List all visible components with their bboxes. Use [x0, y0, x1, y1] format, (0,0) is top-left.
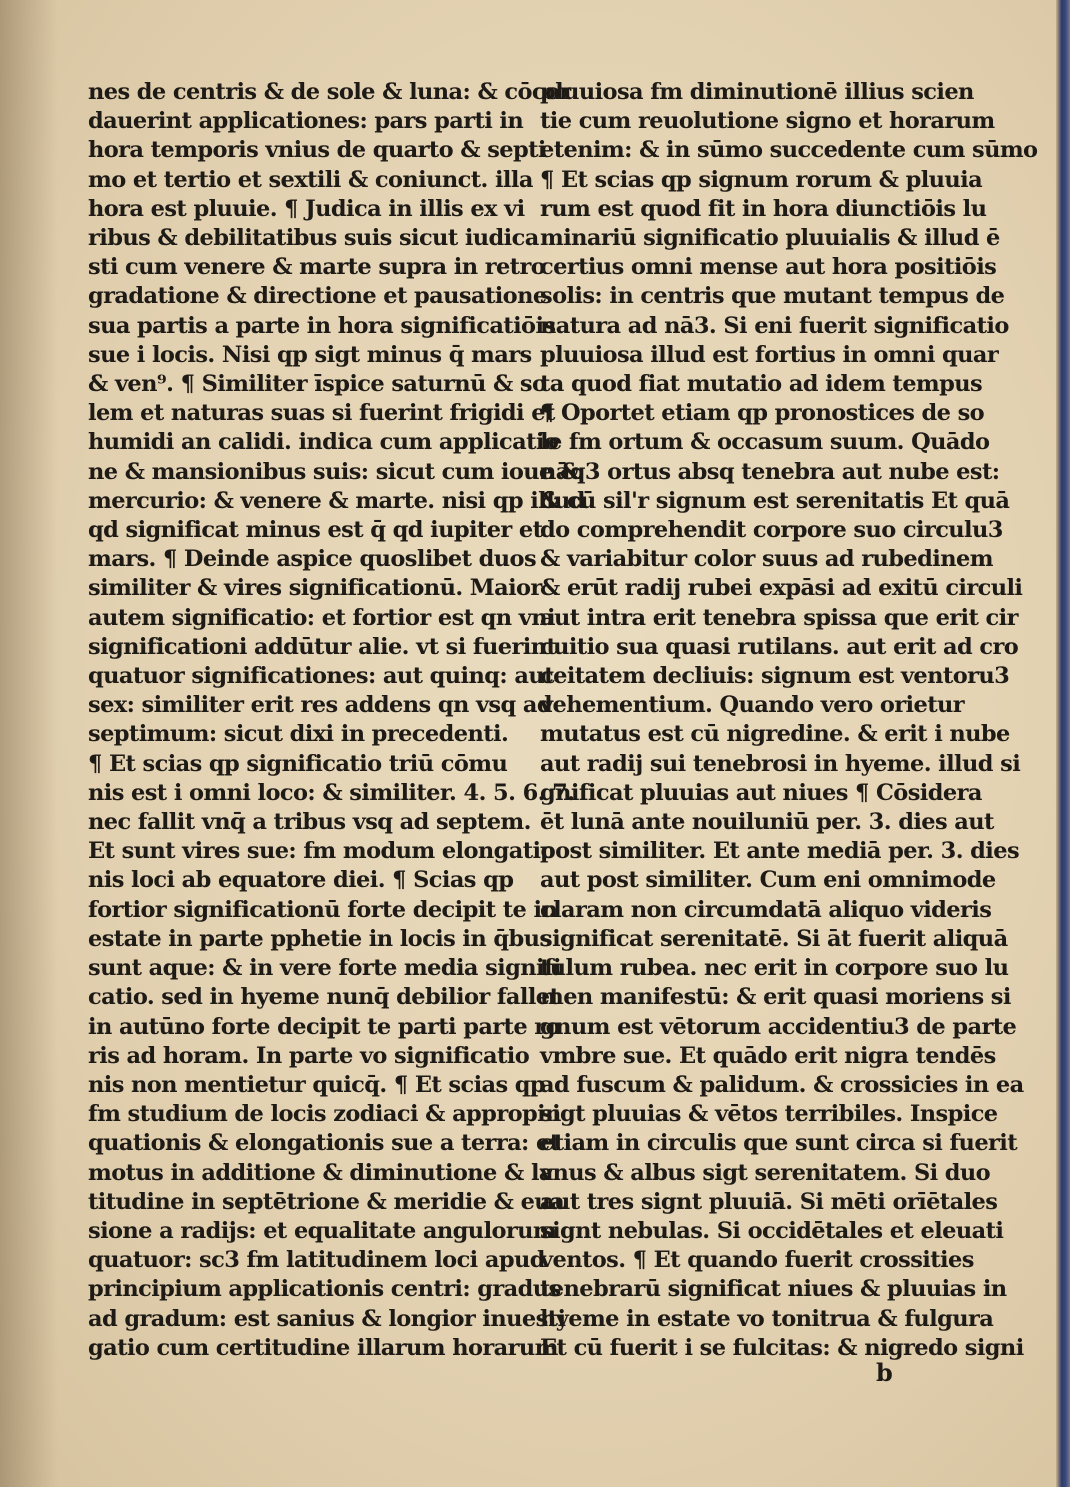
- text-line: & cū sil'r signum est serenitatis Et quā: [540, 487, 1010, 514]
- text-line: aut tres signt pluuiā. Si mēti orīētales: [540, 1188, 998, 1215]
- text-line: sunt aque: & in vere forte media signifi: [88, 955, 561, 982]
- text-line: sue i locis. Nisi qp sigt minus q̄ mars: [88, 341, 532, 368]
- text-line: aut radij sui tenebrosi in hyeme. illud si: [540, 750, 1021, 777]
- text-line: tie cum reuolutione signo et horarum: [540, 108, 995, 135]
- text-line: mutatus est cū nigredine. & erit i nube: [540, 721, 1010, 748]
- text-line: tenebrarū significat niues & pluuias in: [540, 1276, 1007, 1303]
- text-line: mars. ¶ Deinde aspice quoslibet duos: [88, 546, 537, 573]
- text-line: etiam in circulis que sunt circa si fuerit: [540, 1130, 1018, 1157]
- text-line: & erūt radij rubei expāsi ad exitū circuli: [540, 575, 1023, 602]
- text-line: nis loci ab equatore diei. ¶ Scias qp: [88, 867, 514, 894]
- text-line: ventos. ¶ Et quando fuerit crossities: [540, 1247, 974, 1274]
- text-line: similiter & vires significationū. Maior: [88, 575, 542, 602]
- text-line: ¶ Et scias qp significatio triū cōmu: [88, 750, 508, 777]
- text-line: quationis & elongationis sue a terra: et: [88, 1130, 560, 1157]
- text-line: le fm ortum & occasum suum. Quādo: [540, 429, 990, 456]
- text-line: gnum est vētorum accidentiu3 de parte: [540, 1013, 1017, 1040]
- text-line: significationi addūtur alie. vt si fuerint: [88, 633, 557, 660]
- text-line: pluuiosa illud est fortius in omni quar: [540, 341, 999, 368]
- text-line: fortior significationū forte decipit te in: [88, 896, 558, 923]
- text-line: hora est pluuie. ¶ Judica in illis ex vi: [88, 195, 525, 222]
- text-line: mo et tertio et sextili & coniunct. illa: [88, 166, 533, 193]
- text-line: ris ad horam. In parte vo significatio: [88, 1042, 530, 1069]
- text-line: dauerint applicationes: pars parti in: [88, 108, 524, 135]
- text-line: sione a radijs: et equalitate angulorum: [88, 1217, 557, 1244]
- text-line: tulum rubea. nec erit in corpore suo lu: [540, 955, 1009, 982]
- text-line: qd significat minus est q̄ qd iupiter et: [88, 517, 543, 544]
- text-line: vmbre sue. Et quādo erit nigra tendēs: [540, 1042, 996, 1069]
- text-line: do comprehendit corpore suo circulu3: [540, 517, 1003, 544]
- text-line: ¶ Et scias qp signum rorum & pluuia: [540, 166, 983, 193]
- text-line: vehementium. Quando vero orietur: [540, 692, 964, 719]
- text-line: quatuor significationes: aut quinq: aut: [88, 663, 554, 690]
- text-line: fm studium de locis zodiaci & appropin: [88, 1101, 561, 1128]
- text-line: ad gradum: est sanius & longior inuesti: [88, 1305, 566, 1332]
- text-line: rum est quod fit in hora diunctiōis lu: [540, 195, 987, 222]
- text-line: nec fallit vnq̄ a tribus vsq ad septem.: [88, 809, 531, 836]
- text-line: ad fuscum & palidum. & crossicies in ea: [540, 1071, 1024, 1098]
- text-line: etenim: & in sūmo succedente cum sūmo: [540, 137, 1038, 164]
- text-line: gradatione & directione et pausatione: [88, 283, 547, 310]
- text-line: solis: in centris que mutant tempus de: [540, 283, 1005, 310]
- text-line: ribus & debilitatibus suis sicut iudica: [88, 225, 539, 252]
- page-edge-binding: [1056, 0, 1070, 1487]
- text-line: estate in parte pphetie in locis in q̄bus: [88, 925, 552, 952]
- text-line: ēt lunā ante nouiluniū per. 3. dies aut: [540, 809, 994, 836]
- text-line: nes de centris & de sole & luna: & cōcor: [88, 79, 571, 105]
- text-line: significat serenitatē. Si āt fuerit aliquā: [540, 925, 1008, 952]
- text-line: quatuor: sc3 fm latitudinem loci apud: [88, 1247, 545, 1274]
- text-line: signt nebulas. Si occidētales et eleuati: [540, 1217, 1004, 1244]
- text-line: post similiter. Et ante mediā per. 3. dies: [540, 838, 1020, 865]
- text-line: cuitio sua quasi rutilans. aut erit ad cro: [540, 633, 1019, 660]
- text-line: ¶ Oportet etiam qp pronostices de so: [540, 400, 985, 427]
- left-text-column: [88, 78, 585, 1363]
- text-line: septimum: sicut dixi in precedenti.: [88, 721, 509, 748]
- text-line: lem et naturas suas si fuerint frigidi et: [88, 400, 555, 427]
- text-line: principium applicationis centri: gradus: [88, 1276, 561, 1303]
- text-line: gatio cum certitudine illarum horarum: [88, 1334, 558, 1361]
- text-line: minariū significatio pluuialis & illud ē: [540, 225, 1000, 252]
- text-line: & variabitur color suus ad rubedinem: [540, 546, 993, 573]
- text-line: sti cum venere & marte supra in retro: [88, 254, 546, 281]
- text-line: in autūno forte decipit te parti parte ro: [88, 1013, 560, 1040]
- text-line: sua partis a parte in hora significatiōis: [88, 312, 556, 339]
- text-line: Et sunt vires sue: fm modum elongatio: [88, 838, 555, 865]
- text-line: Et cū fuerit i se fulcitas: & nigredo signi: [540, 1334, 1024, 1361]
- text-line: natura ad nā3. Si eni fuerit significatio: [540, 312, 1009, 339]
- text-line: gnificat pluuias aut niues ¶ Cōsidera: [540, 779, 982, 806]
- right-text-column: [540, 78, 1038, 1363]
- text-line: ceitatem decliuis: signum est ventoru3: [540, 663, 1010, 690]
- text-line: mercurio: & venere & marte. nisi qp illud: [88, 487, 585, 514]
- signature-mark: b: [876, 1358, 893, 1387]
- text-line: claram non circumdatā aliquo videris: [540, 896, 992, 923]
- text-line: & ven⁹. ¶ Similiter īspice saturnū & so: [88, 371, 547, 398]
- text-line: ne & mansionibus suis: sicut cum ioue &: [88, 458, 580, 485]
- text-line: hyeme in estate vo tonitrua & fulgura: [540, 1305, 994, 1332]
- text-line: sex: similiter erit res addens qn vsq ad: [88, 692, 552, 719]
- text-line: certius omni mense aut hora positiōis: [540, 254, 997, 281]
- text-line: aut intra erit tenebra spissa que erit cir: [540, 604, 1018, 631]
- text-line: ta quod fiat mutatio ad idem tempus: [540, 371, 983, 398]
- text-line: sigt pluuias & vētos terribiles. Inspice: [540, 1101, 998, 1128]
- text-line: catio. sed in hyeme nunq̄ debilior fallet: [88, 984, 560, 1011]
- text-line: titudine in septētrione & meridie & eua: [88, 1188, 565, 1215]
- spine-shadow: [0, 0, 58, 1487]
- text-line: nis est i omni loco: & similiter. 4. 5. 6. 7.: [88, 779, 575, 806]
- text-line: humidi an calidi. indica cum applicatio: [88, 429, 559, 456]
- text-line: nāq3 ortus absq tenebra aut nube est:: [540, 458, 1000, 485]
- text-line: vnus & albus sigt serenitatem. Si duo: [540, 1159, 991, 1186]
- text-line: aut post similiter. Cum eni omnimode: [540, 867, 996, 894]
- text-line: pluuiosa fm diminutionē illius scien: [540, 79, 974, 105]
- text-line: motus in additione & diminutione & la: [88, 1159, 553, 1186]
- text-line: men manifestū: & erit quasi moriens si: [540, 984, 1011, 1011]
- text-line: nis non mentietur quicq̄. ¶ Et scias qp: [88, 1071, 546, 1098]
- text-line: hora temporis vnius de quarto & septi: [88, 137, 546, 164]
- text-line: autem significatio: et fortior est qn vni: [88, 604, 555, 631]
